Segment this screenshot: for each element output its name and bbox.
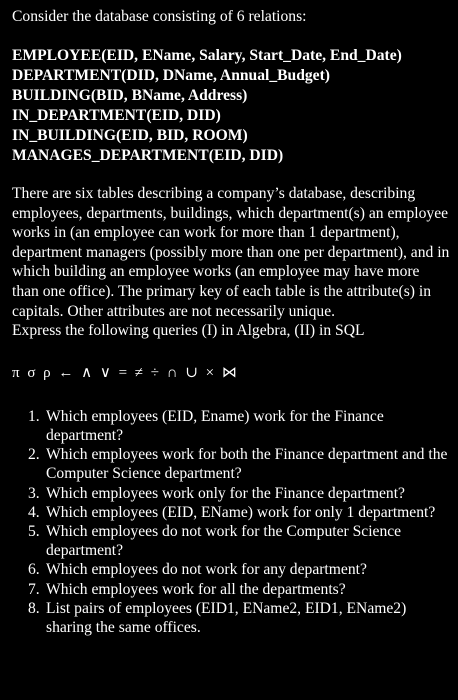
question-item xyxy=(12,445,450,483)
intro-text: Consider the database consisting of 6 relations: xyxy=(12,8,307,25)
question-text: Which employees work for both the Finance department and the Computer Science department? xyxy=(46,446,448,483)
question-text: Which employees (EID, Ename) work for the Finance department? xyxy=(46,407,384,444)
relation-department: DEPARTMENT(DID, DName, Annual_Budget) xyxy=(12,67,330,84)
question-text: Which employees work only for the Finance department? xyxy=(46,484,405,502)
question-item xyxy=(12,484,450,503)
question-number: 1. xyxy=(28,407,40,425)
question-item xyxy=(12,599,450,637)
relation-in-department: IN_DEPARTMENT(EID, DID) xyxy=(12,107,221,124)
algebra-symbols: π σ ρ ← ∧ ∨ = ≠ ÷ ∩ ∪ × ⋈ xyxy=(12,364,239,381)
relation-in-building: IN_BUILDING(EID, BID, ROOM) xyxy=(12,127,248,144)
description-paragraph: There are six tables describing a company’s database, describing employees, departments, buildings, which department(s) an employee works in (an employee can work for more than 1 department), department managers (possibly more than one per department), and in which building an employee works (an employee may have more than one office). The primary key of each table is the attribute(s) in capitals. Other attributes are not necessarily unique. xyxy=(12,185,450,320)
question-text: Which employees (EID, EName) work for only 1 department? xyxy=(46,503,436,521)
question-text: Which employees do not work for any department? xyxy=(46,561,367,579)
question-item xyxy=(12,522,450,560)
question-number: 8. xyxy=(28,599,40,617)
relation-employee: EMPLOYEE(EID, EName, Salary, Start_Date, End_Date) xyxy=(12,47,402,64)
relation-manages-department: MANAGES_DEPARTMENT(EID, DID) xyxy=(12,147,284,164)
question-number: 5. xyxy=(28,522,40,540)
question-number: 4. xyxy=(28,503,40,521)
question-number: 3. xyxy=(28,484,40,502)
question-item xyxy=(12,580,450,599)
question-text: Which employees do not work for the Computer Science department? xyxy=(46,522,402,560)
question-number: 2. xyxy=(28,446,40,464)
question-list xyxy=(12,407,450,637)
question-item xyxy=(12,560,450,579)
relation-building: BUILDING(BID, BName, Address) xyxy=(12,87,248,104)
question-number: 7. xyxy=(28,580,40,598)
instruction-text: Express the following queries (I) in Algebra, (II) in SQL xyxy=(12,322,365,340)
document xyxy=(12,7,450,637)
relations-list xyxy=(12,46,450,166)
question-item xyxy=(12,407,450,445)
question-number: 6. xyxy=(28,561,40,579)
question-text: Which employees work for all the departments? xyxy=(46,580,346,598)
question-text: List pairs of employees (EID1, EName2, EID1, EName2) sharing the same offices. xyxy=(46,599,407,636)
question-item xyxy=(12,503,450,522)
